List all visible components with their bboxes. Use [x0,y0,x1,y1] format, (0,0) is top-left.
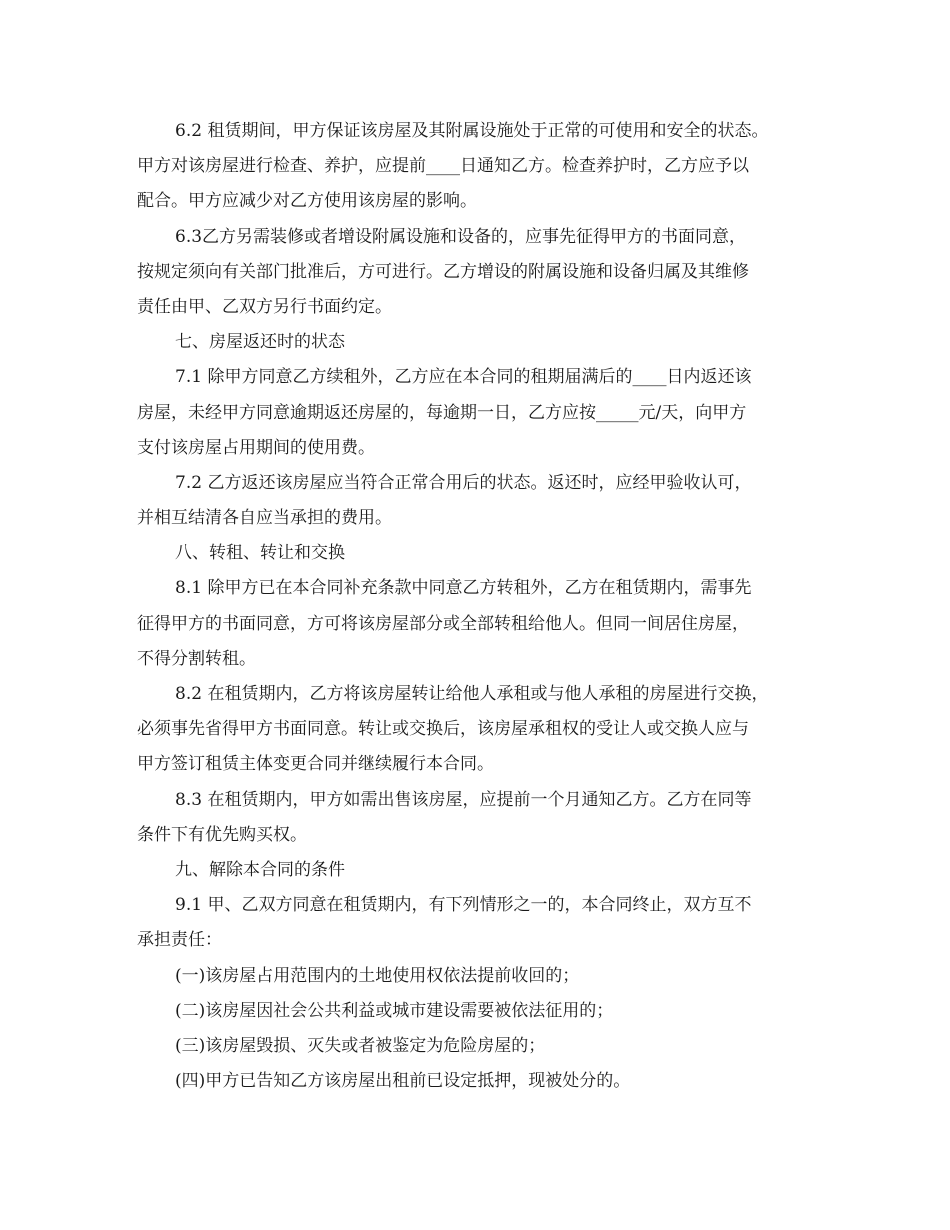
text-line: 不得分割转租。 [137,648,256,669]
contract-body [137,114,821,1099]
section-heading: 八、转租、转让和交换 [175,543,345,564]
text-line: 承担责任： [137,930,222,951]
text-line: 条件下有优先购买权。 [137,824,307,845]
text-line: 8.1 除甲方已在本合同补充条款中同意乙方转租外，乙方在租赁期内，需事先 [175,578,752,599]
text-line: 8.2 在租赁期内，乙方将该房屋转让给他人承租或与他人承租的房屋进行交换， [175,684,769,704]
text-line: 8.3 在租赁期内，甲方如需出售该房屋，应提前一个月通知乙方。乙方在同等 [175,789,752,810]
text-line: 征得甲方的书面同意，方可将该房屋部分或全部转租给他人。但同一间居住房屋， [137,613,749,634]
text-line: 责任由甲、乙双方另行书面约定。 [137,296,392,317]
text-line: 甲方签订租赁主体变更合同并继续履行本合同。 [137,754,494,775]
text-line: 按规定须向有关部门批准后，方可进行。乙方增设的附属设施和设备归属及其维修 [137,261,749,282]
list-item: (四)甲方已告知乙方该房屋出租前已设定抵押，现被处分的。 [175,1071,631,1092]
text-line: 7.2 乙方返还该房屋应当符合正常合用后的状态。返还时，应经甲验收认可， [175,472,752,493]
text-line: 6.3乙方另需装修或者增设附属设施和设备的，应事先征得甲方的书面同意， [175,226,747,247]
text-line: 9.1 甲、乙双方同意在租赁期内，有下列情形之一的，本合同终止，双方互不 [175,895,752,916]
list-item: (一)该房屋占用范围内的土地使用权依法提前收回的； [175,965,580,986]
text-line: 7.1 除甲方同意乙方续租外，乙方应在本合同的租期届满后的____日内返还该 [175,367,752,388]
section-heading: 九、解除本合同的条件 [175,859,345,880]
text-line: 甲方对该房屋进行检查、养护，应提前____日通知乙方。检查养护时，乙方应予以 [137,156,749,177]
list-item: (二)该房屋因社会公共利益或城市建设需要被依法征用的； [175,1000,614,1021]
text-line: 配合。甲方应减少对乙方使用该房屋的影响。 [137,191,477,212]
text-line: 房屋，未经甲方同意逾期返还房屋的，每逾期一日，乙方应按_____元/天，向甲方 [137,402,747,423]
text-line: 支付该房屋占用期间的使用费。 [137,437,375,458]
text-line: 并相互结清各自应当承担的费用。 [137,508,392,529]
text-line: 必须事先省得甲方书面同意。转让或交换后，该房屋承租权的受让人或交换人应与 [137,719,749,740]
section-heading: 七、房屋返还时的状态 [175,332,345,353]
text-line: 6.2 租赁期间，甲方保证该房屋及其附属设施处于正常的可使用和安全的状态。 [175,121,769,141]
list-item: (三)该房屋毁损、灭失或者被鉴定为危险房屋的； [175,1035,546,1056]
